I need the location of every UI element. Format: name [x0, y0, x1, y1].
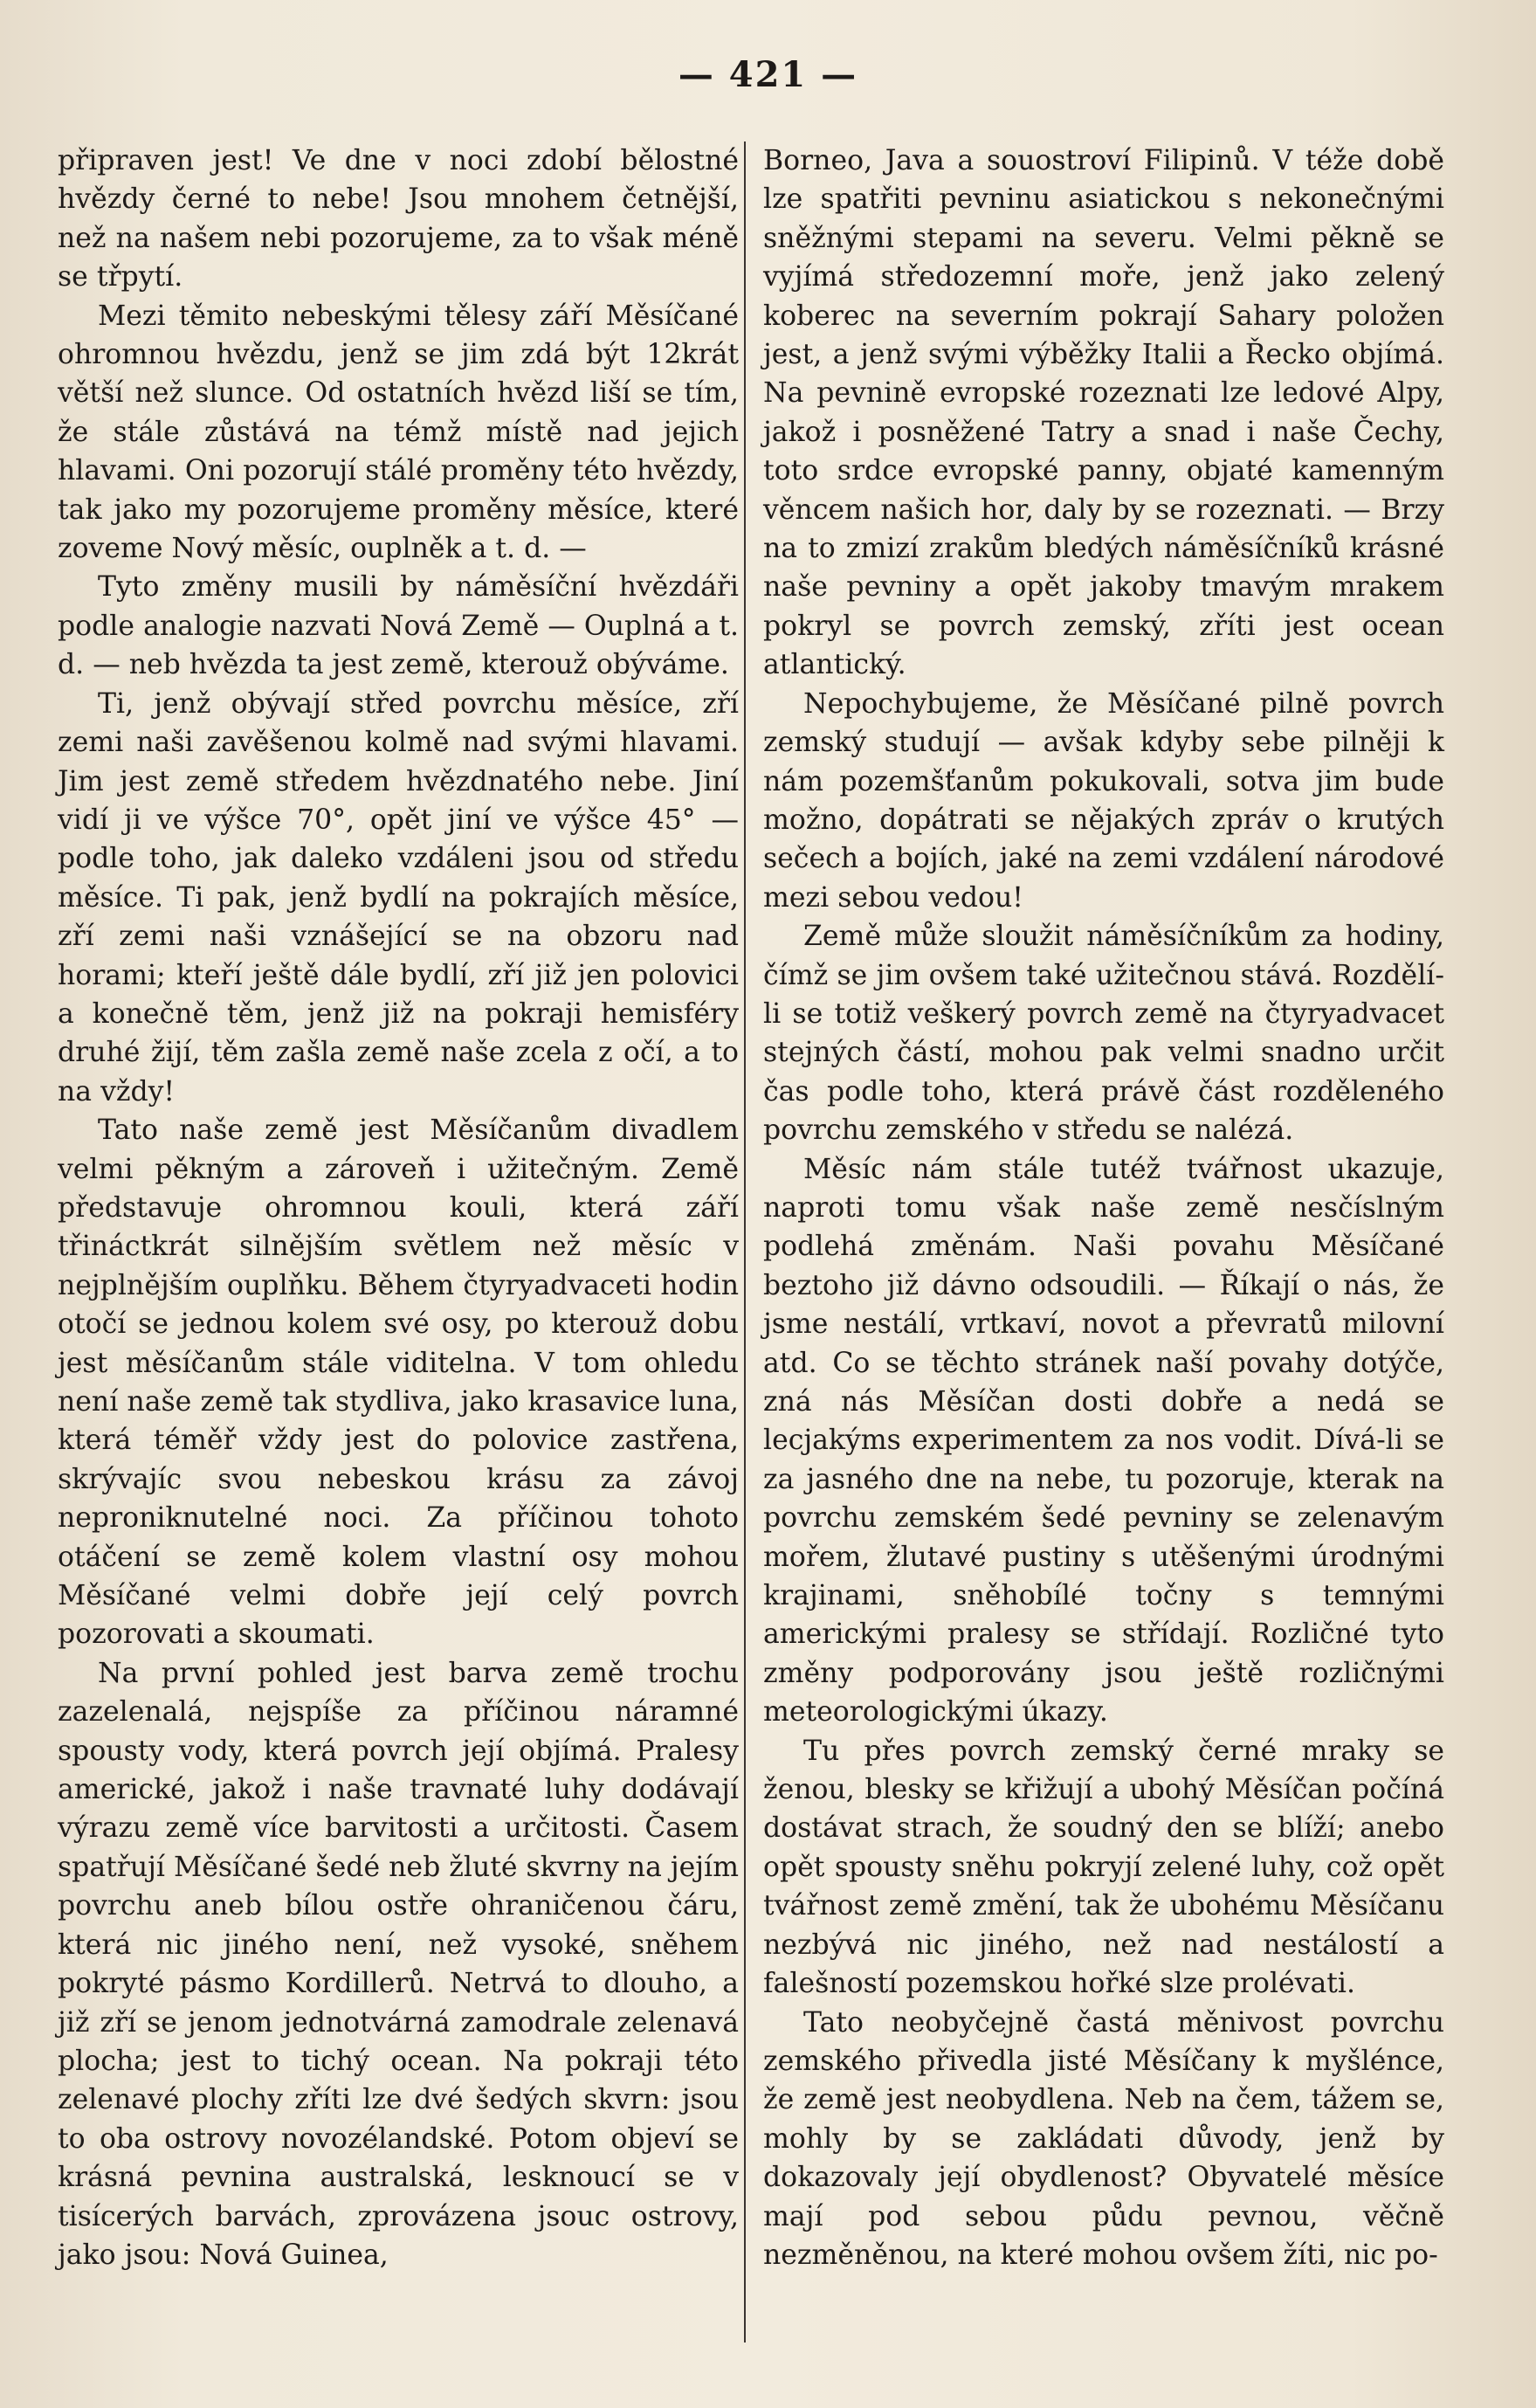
left-column	[58, 141, 739, 2274]
column-divider	[744, 141, 746, 2342]
paragraph: Tato naše země jest Měsíčanům divadlem velmi pěkným a zároveň i užitečným. Země představuje ohromnou kouli, která září třináctkrát silnějším světlem než měsíc v nejplnějším ouplňku. Během čtyryadvaceti hodin otočí se jednou kolem své osy, po kterouž dobu jest měsíčanům stále viditelna. V tom ohledu není naše země tak stydliva, jako krasavice luna, která téměř vždy jest do polovice zastřena, skrývajíc svou nebeskou krásu za závoj neproniknutelné noci. Za příčinou tohoto otáčení se země kolem vlastní osy mohou Měsíčané velmi dobře její celý povrch pozorovati a skoumati.	[58, 1114, 739, 1651]
paragraph: Na první pohled jest barva země trochu zazelenalá, nejspíše za příčinou náramné spousty vody, která povrch její objímá. Pralesy americké, jakož i naše travnaté luhy dodávají výrazu země více barvitosti a určitosti. Časem spatřují Měsíčané šedé neb žluté skvrny na jejím povrchu aneb bílou ostře ohraničenou čáru, která nic jiného není, než vysoké, sněhem pokryté pásmo Kordillerů. Netrvá to dlouho, a již zří se jenom jednotvárná zamodrale zelenavá plocha; jest to tichý ocean. Na pokraji této zelenavé plochy zříti lze dvé šedých skvrn: jsou to oba ostrovy novozélandské. Potom objeví se krásná pevnina australská, lesknoucí se v tisícerých barvách, zprovázena jsouc ostrovy, jako jsou: Nová Guinea,	[58, 1657, 739, 2271]
paragraph: Země může sloužit náměsíčníkům za hodiny, čímž se jim ovšem také užitečnou stává. Rozdělí-li se totiž veškerý povrch země na čtyryadvacet stejných částí, mohou pak velmi snadno určit čas podle toho, která právě část rozděleného povrchu zemského v středu se nalézá.	[763, 921, 1444, 1147]
paragraph: připraven jest! Ve dne v noci zdobí bělostné hvězdy černé to nebe! Jsou mnohem četnější, než na našem nebi pozorujeme, za to však méně se třpytí.	[58, 145, 739, 293]
paragraph: Mezi těmito nebeskými tělesy září Měsíčané ohromnou hvězdu, jenž se jim zdá být 12krát větší než slunce. Od ostatních hvězd liší se tím, že stále zůstává na témž místě nad jejich hlavami. Oni pozorují stálé proměny této hvězdy, tak jako my pozorujeme proměny měsíce, které zoveme Nový měsíc, ouplněk a t. d. —	[58, 300, 739, 565]
paragraph: Tu přes povrch zemský černé mraky se ženou, blesky se křižují a ubohý Měsíčan počíná dostávat strach, že soudný den se blíží; anebo opět spousty sněhu pokryjí zelené luhy, což opět tvářnost země změní, tak že ubohému Měsíčanu nezbývá nic jiného, než nad nestálostí a falešností pozemskou hořké slze prolévati.	[763, 1735, 1444, 2000]
paragraph: Ti, jenž obývají střed povrchu měsíce, zří zemi naši zavěšenou kolmě nad svými hlavami. Jim jest země středem hvězdnatého nebe. Jiní vidí ji ve výšce 70°, opět jiní ve výšce 45° — podle toho, jak daleko vzdáleni jsou od středu měsíce. Ti pak, jenž bydlí na pokrajích měsíce, zří zemi naši vznášející se na obzoru nad horami; kteří ještě dále bydlí, zří již jen polovici a konečně těm, jenž již na pokraji hemisféry druhé žijí, těm zašla země naše zcela z očí, a to na vždy!	[58, 687, 739, 1107]
page-number: — 421 —	[678, 54, 858, 95]
paragraph: Borneo, Java a souostroví Filipinů. V téže době lze spatřiti pevninu asiatickou s nekonečnými sněžnými stepami na severu. Velmi pěkně se vyjímá středozemní moře, jenž jako zelený koberec na severním pokrají Sahary položen jest, a jenž svými výběžky Italii a Řecko objímá. Na pevnině evropské rozeznati lze ledové Alpy, jakož i posněžené Tatry a snad i naše Čechy, toto srdce evropské panny, objaté kamenným věncem našich hor, daly by se rozeznati. — Brzy na to zmizí zrakům bledých náměsíčníků krásné naše pevniny a opět jakoby tmavým mrakem pokryl se povrch zemský, zříti jest ocean atlantický.	[763, 145, 1444, 681]
right-column	[763, 141, 1444, 2274]
paragraph: Měsíc nám stále tutéž tvářnost ukazuje, naproti tomu však naše země nesčíslným podlehá změnám. Naši povahu Měsíčané beztoho již dávno odsoudili. — Říkají o nás, že jsme nestálí, vrtkaví, novot a převratů milovní atd. Co se těchto stránek naší povahy dotýče, zná nás Měsíčan dosti dobře a nedá se lecjakýms experimentem za nos vodit. Dívá-li se za jasného dne na nebe, tu pozoruje, kterak na povrchu zemském šedé pevniny se zelenavým mořem, žlutavé pustiny s utěšenými úrodnými krajinami, sněhobílé točny s temnými americkými pralesy se střídají. Rozličné tyto změny podporovány jsou ještě rozličnými meteorologickými úkazy.	[763, 1153, 1444, 1728]
paragraph: Tyto změny musili by náměsíční hvězdáři podle analogie nazvati Nová Země — Ouplná a t. d. — neb hvězda ta jest země, kterouž obýváme.	[58, 571, 739, 681]
paragraph: Nepochybujeme, že Měsíčané pilně povrch zemský studují — avšak kdyby sebe pilněji k nám pozemšťanům pokukovali, sotva jim bude možno, dopátrati se nějakých zpráv o krutých sečech a bojích, jaké na zemi vzdálení národové mezi sebou vedou!	[763, 687, 1444, 914]
paragraph: Tato neobyčejně častá měnivost povrchu zemského přivedla jisté Měsíčany k myšlénce, že země jest neobydlena. Neb na čem, tážem se, mohly by se zakládati důvody, jenž by dokazovaly její obydlenost? Obyvatelé měsíce mají pod sebou půdu pevnou, věčně nezměněnou, na které mohou ovšem žíti, nic po-	[763, 2006, 1444, 2271]
